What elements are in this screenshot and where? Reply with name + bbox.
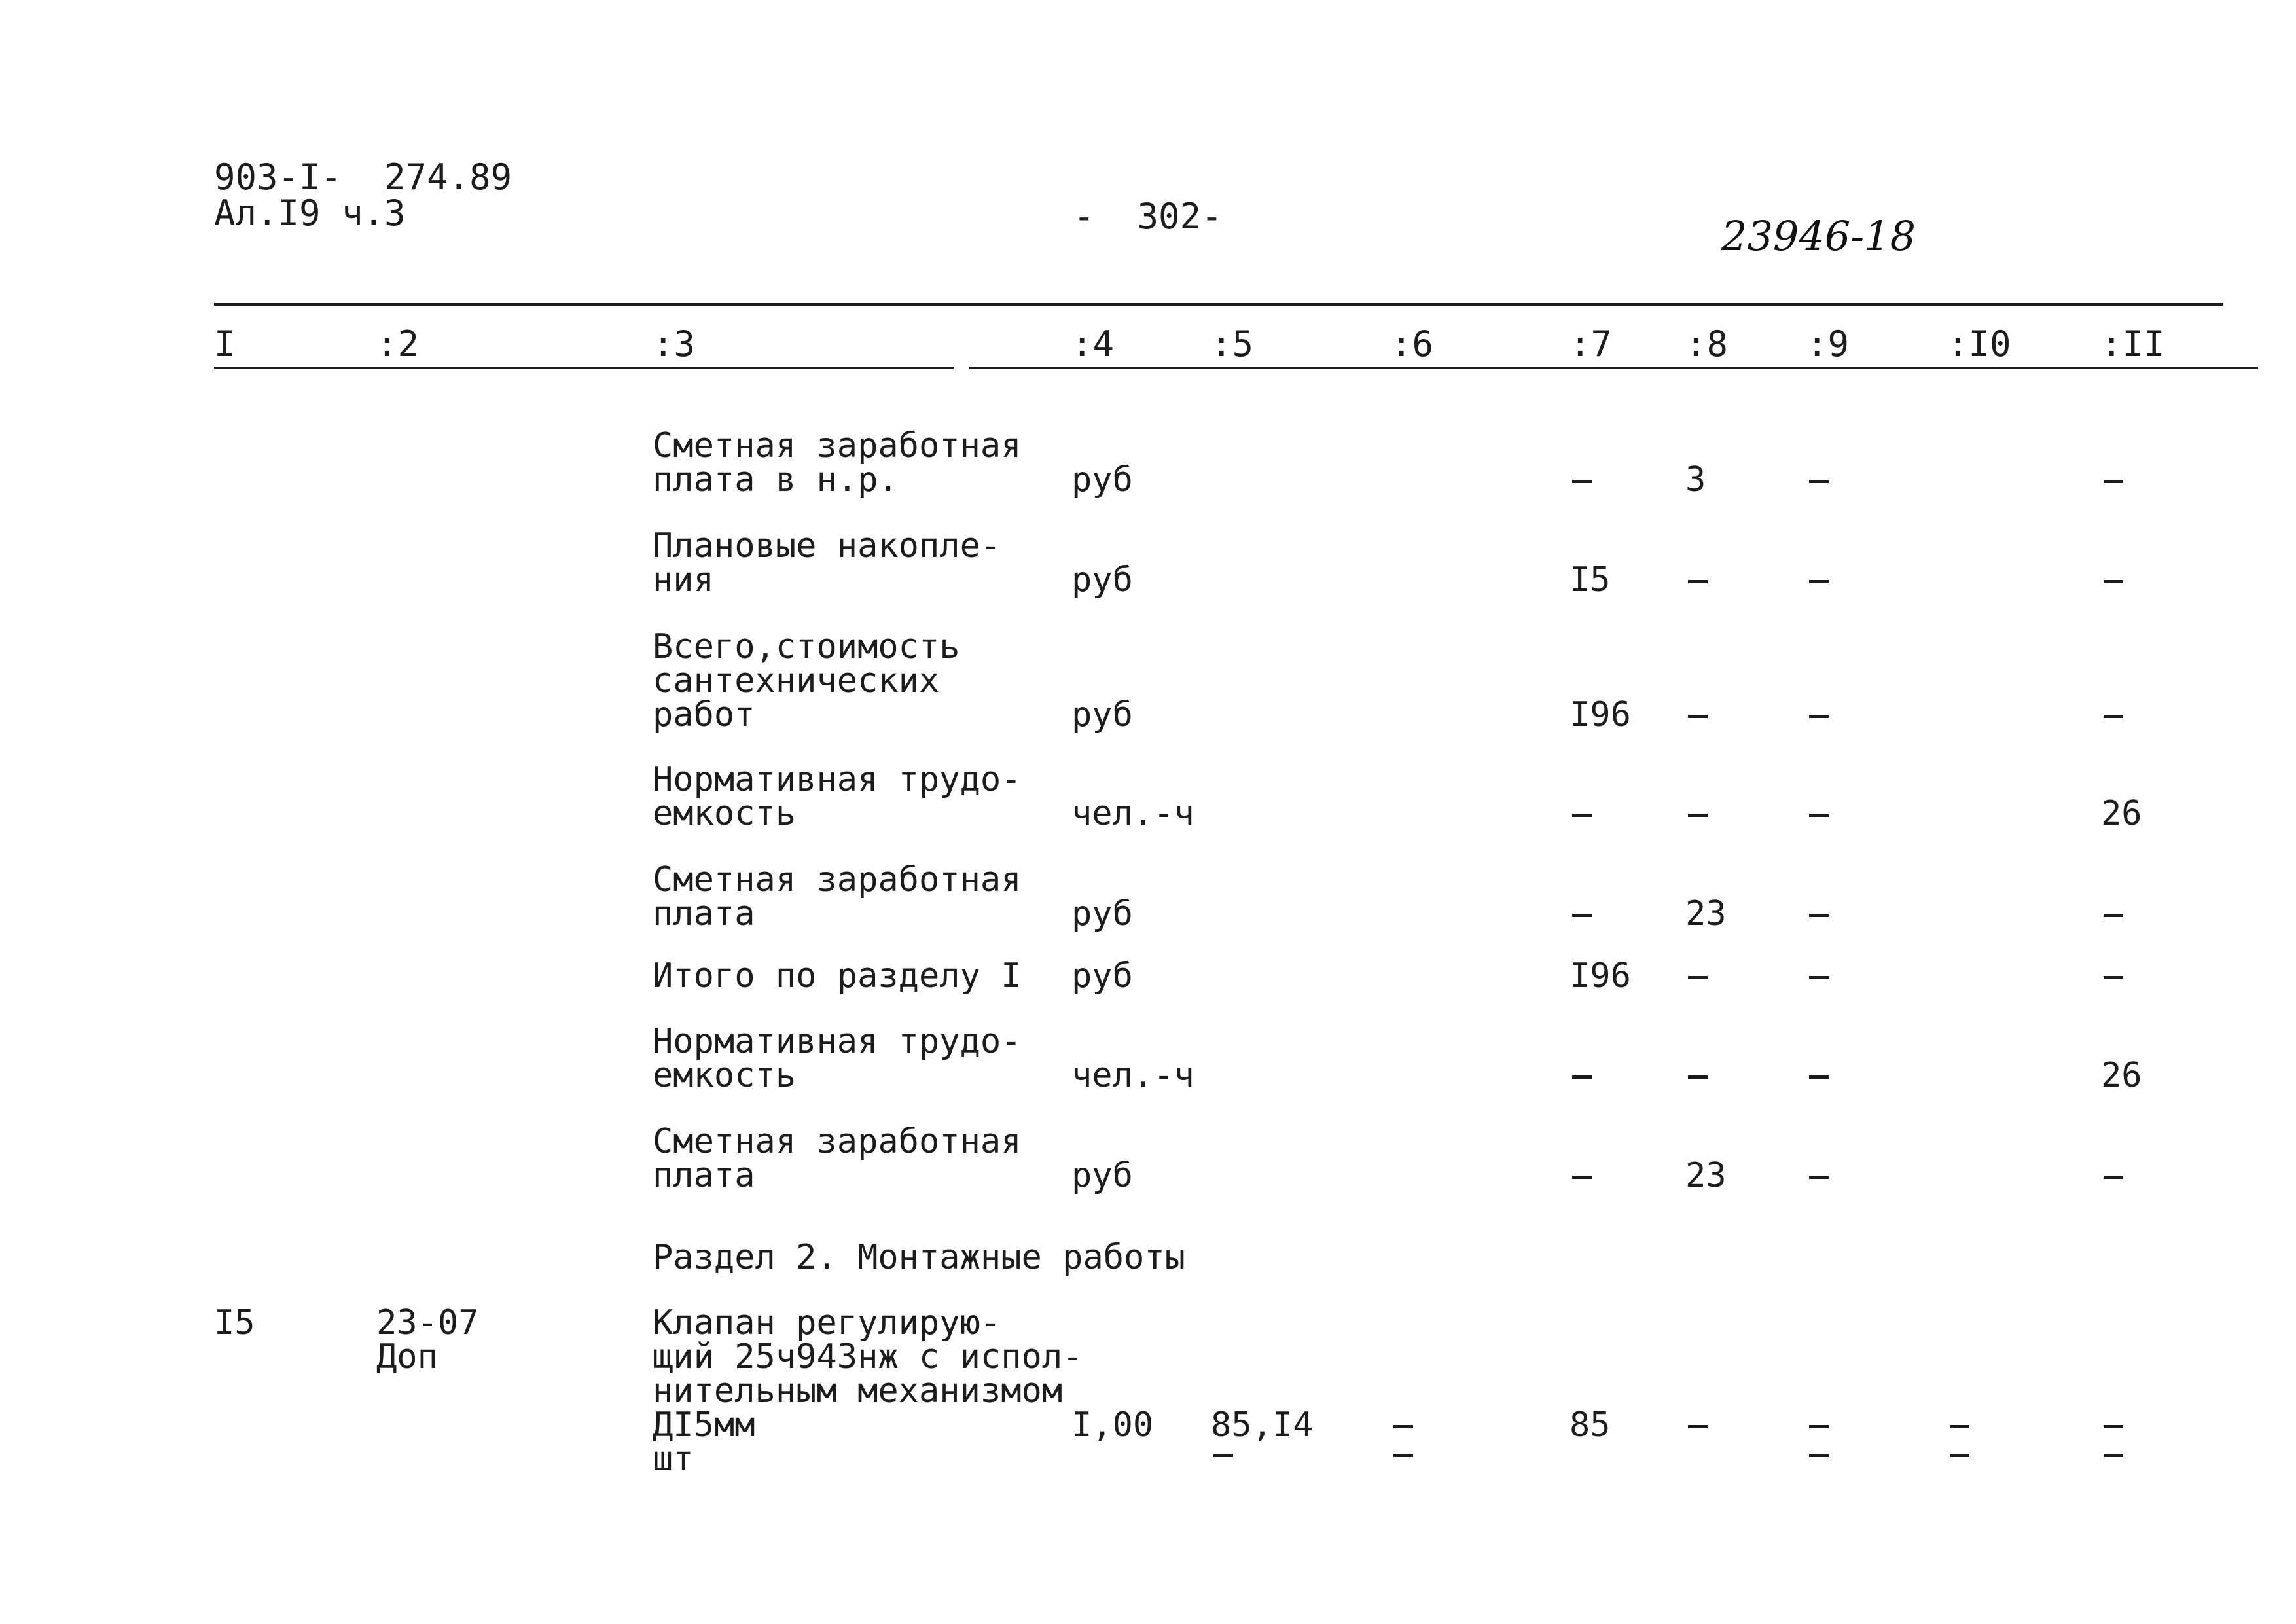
column-header-2: :2 xyxy=(376,323,420,365)
column-header-7: :7 xyxy=(1570,323,1613,365)
row-7-c7-dash xyxy=(1572,1075,1592,1079)
item-sub-c11-dash xyxy=(2104,1454,2123,1457)
row-1-c9-dash xyxy=(1809,480,1829,483)
row-2-c8-dash xyxy=(1688,580,1708,583)
column-header-9: :9 xyxy=(1806,323,1850,365)
top-rule xyxy=(214,303,2223,306)
row-2-c11-dash xyxy=(2104,580,2123,583)
row-7-c8-dash xyxy=(1688,1075,1708,1079)
column-header-rule-right xyxy=(969,367,2258,369)
row-7-c4: чел.-ч xyxy=(1071,1056,1194,1095)
item-number: I5 xyxy=(214,1303,255,1343)
section-heading: Раздел 2. Монтажные работы xyxy=(653,1238,1185,1277)
column-header-6: :6 xyxy=(1391,323,1434,365)
page-number: - 302- xyxy=(1073,196,1223,237)
column-header-4: :4 xyxy=(1071,323,1115,365)
row-description: Всего,стоимость сантехнических работ xyxy=(653,627,960,734)
row-2-c7: I5 xyxy=(1570,560,1611,600)
item-c10-dash xyxy=(1950,1425,1969,1428)
row-1-c7-dash xyxy=(1572,480,1592,483)
row-4-c8-dash xyxy=(1688,814,1708,817)
row-6-c4: руб xyxy=(1071,956,1133,996)
column-header-rule-left xyxy=(214,367,954,369)
row-5-c8: 23 xyxy=(1685,894,1727,933)
album-reference: Ал.I9 ч.3 xyxy=(214,192,406,234)
row-description: Нормативная трудо- емкость xyxy=(653,1022,1022,1095)
column-header-3: :3 xyxy=(653,323,696,365)
row-8-c11-dash xyxy=(2104,1176,2123,1179)
row-description: Сметная заработная плата xyxy=(653,1122,1022,1195)
item-c11-dash xyxy=(2104,1425,2123,1428)
row-2-c9-dash xyxy=(1809,580,1829,583)
row-description: Сметная заработная плата в н.р. xyxy=(653,426,1022,499)
row-description: Плановые накопле- ния xyxy=(653,526,1001,600)
row-7-c11: 26 xyxy=(2101,1056,2142,1095)
row-3-c9-dash xyxy=(1809,715,1829,718)
column-header-11: :II xyxy=(2101,323,2165,365)
row-4-c4: чел.-ч xyxy=(1071,794,1194,833)
row-1-c8: 3 xyxy=(1685,460,1706,499)
row-description: Итого по разделу I xyxy=(653,956,1022,996)
archive-stamp: 23946-18 xyxy=(1721,212,1916,260)
item-c7: 85 xyxy=(1570,1405,1611,1445)
row-6-c9-dash xyxy=(1809,976,1829,979)
row-5-c11-dash xyxy=(2104,914,2123,917)
row-5-c7-dash xyxy=(1572,914,1592,917)
row-4-c11: 26 xyxy=(2101,794,2142,833)
row-6-c8-dash xyxy=(1688,976,1708,979)
item-c8-dash xyxy=(1688,1425,1708,1428)
item-code: 23-07 Доп xyxy=(376,1303,479,1377)
row-8-c4: руб xyxy=(1071,1156,1133,1195)
item-sub-c10-dash xyxy=(1950,1454,1969,1457)
row-3-c11-dash xyxy=(2104,715,2123,718)
item-sub-c6-dash xyxy=(1393,1454,1413,1457)
row-description: Сметная заработная плата xyxy=(653,860,1022,933)
column-header-1: I xyxy=(214,323,236,365)
row-4-c9-dash xyxy=(1809,814,1829,817)
item-c6-dash xyxy=(1393,1425,1413,1428)
row-6-c11-dash xyxy=(2104,976,2123,979)
column-header-8: :8 xyxy=(1685,323,1729,365)
item-description: Клапан регулирую- щий 25ч943нж с испол- нительным механизмом ДI5мм шт xyxy=(653,1303,1083,1479)
row-3-c7: I96 xyxy=(1570,695,1631,734)
item-sub-c5-dash xyxy=(1213,1454,1233,1457)
item-c9-dash xyxy=(1809,1425,1829,1428)
row-description: Нормативная трудо- емкость xyxy=(653,760,1022,833)
row-7-c9-dash xyxy=(1809,1075,1829,1079)
row-3-c8-dash xyxy=(1688,715,1708,718)
document-code: 903-I- 274.89 xyxy=(214,156,512,198)
row-1-c4: руб xyxy=(1071,460,1133,499)
row-6-c7: I96 xyxy=(1570,956,1631,996)
column-header-10: :I0 xyxy=(1947,323,2011,365)
row-3-c4: руб xyxy=(1071,695,1133,734)
row-8-c9-dash xyxy=(1809,1176,1829,1179)
row-2-c4: руб xyxy=(1071,560,1133,600)
row-5-c4: руб xyxy=(1071,894,1133,933)
item-sub-c9-dash xyxy=(1809,1454,1829,1457)
row-8-c8: 23 xyxy=(1685,1156,1727,1195)
column-header-5: :5 xyxy=(1211,323,1254,365)
row-4-c7-dash xyxy=(1572,814,1592,817)
item-c4: I,00 xyxy=(1071,1405,1154,1445)
row-5-c9-dash xyxy=(1809,914,1829,917)
row-1-c11-dash xyxy=(2104,480,2123,483)
row-8-c7-dash xyxy=(1572,1176,1592,1179)
item-c5: 85,I4 xyxy=(1211,1405,1314,1445)
